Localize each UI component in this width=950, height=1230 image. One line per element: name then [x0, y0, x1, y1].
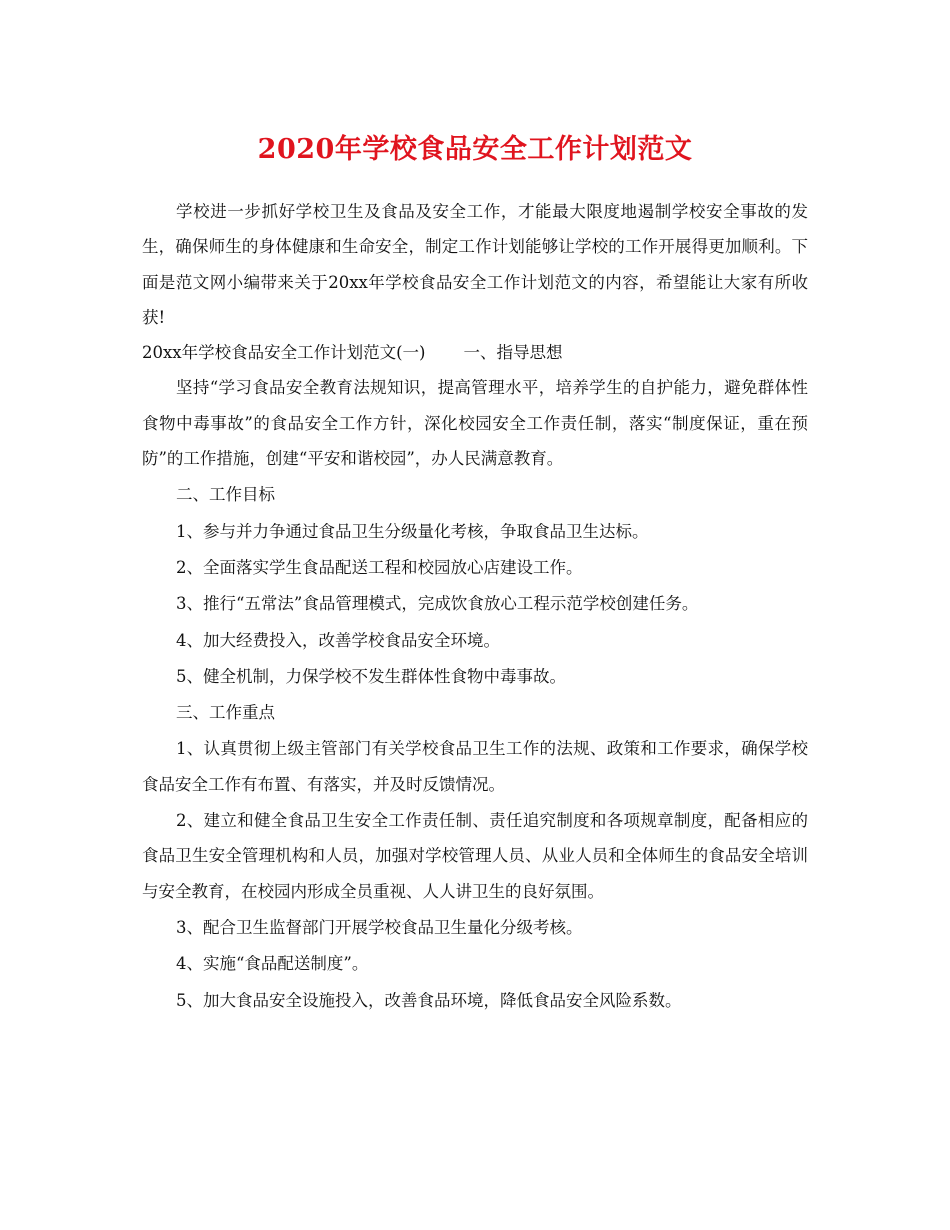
document-body	[142, 194, 808, 1018]
priority-item: 1、认真贯彻上级主管部门有关学校食品卫生工作的法规、政策和工作要求，确保学校食品安全工作有布置、有落实，并及时反馈情况。	[142, 739, 808, 794]
part1-paragraph: 坚持“学习食品安全教育法规知识，提高管理水平，培养学生的自护能力，避免群体性食物中毒事故”的食品安全工作方针，深化校园安全工作责任制，落实“制度保证，重在预防”的工作措施，创建“平安和谐校园”，办人民满意教育。	[142, 378, 808, 469]
intro-paragraph: 学校进一步抓好学校卫生及食品及安全工作，才能最大限度地遏制学校安全事故的发生，确保师生的身体健康和生命安全，制定工作计划能够让学校的工作开展得更加顺利。下面是范文网小编带来关于20xx年学校食品安全工作计划范文的内容，希望能让大家有所收获!	[142, 202, 808, 327]
document-title: 2020年学校食品安全工作计划范文	[257, 134, 693, 165]
priority-item: 5、加大食品安全设施投入，改善食品环境，降低食品安全风险系数。	[176, 990, 682, 1010]
goal-item: 4、加大经费投入，改善学校食品安全环境。	[176, 630, 500, 650]
goal-item: 5、健全机制，力保学校不发生群体性食物中毒事故。	[176, 666, 566, 686]
part1-heading: 一、指导思想	[463, 343, 563, 363]
priority-item: 2、建立和健全食品卫生安全工作责任制、责任追究制度和各项规章制度，配备相应的食品卫生安全管理机构和人员，加强对学校管理人员、从业人员和全体师生的食品安全培训与安全教育，在校园内形成全员重视、人人讲卫生的良好氛围。	[142, 811, 808, 901]
priority-item: 3、配合卫生监督部门开展学校食品卫生量化分级考核。	[176, 917, 583, 937]
goal-item: 3、推行“五常法”食品管理模式，完成饮食放心工程示范学校创建任务。	[176, 594, 699, 614]
goal-item: 2、全面落实学生食品配送工程和校园放心店建设工作。	[176, 557, 583, 577]
part2-heading: 二、工作目标	[176, 485, 275, 505]
section-heading: 20xx年学校食品安全工作计划范文(一)	[142, 343, 426, 363]
part3-heading: 三、工作重点	[176, 703, 275, 723]
section-heading-line	[142, 335, 808, 370]
priority-item: 4、实施“食品配送制度”。	[176, 954, 369, 974]
goal-item: 1、参与并力争通过食品卫生分级量化考核，争取食品卫生达标。	[176, 521, 649, 541]
